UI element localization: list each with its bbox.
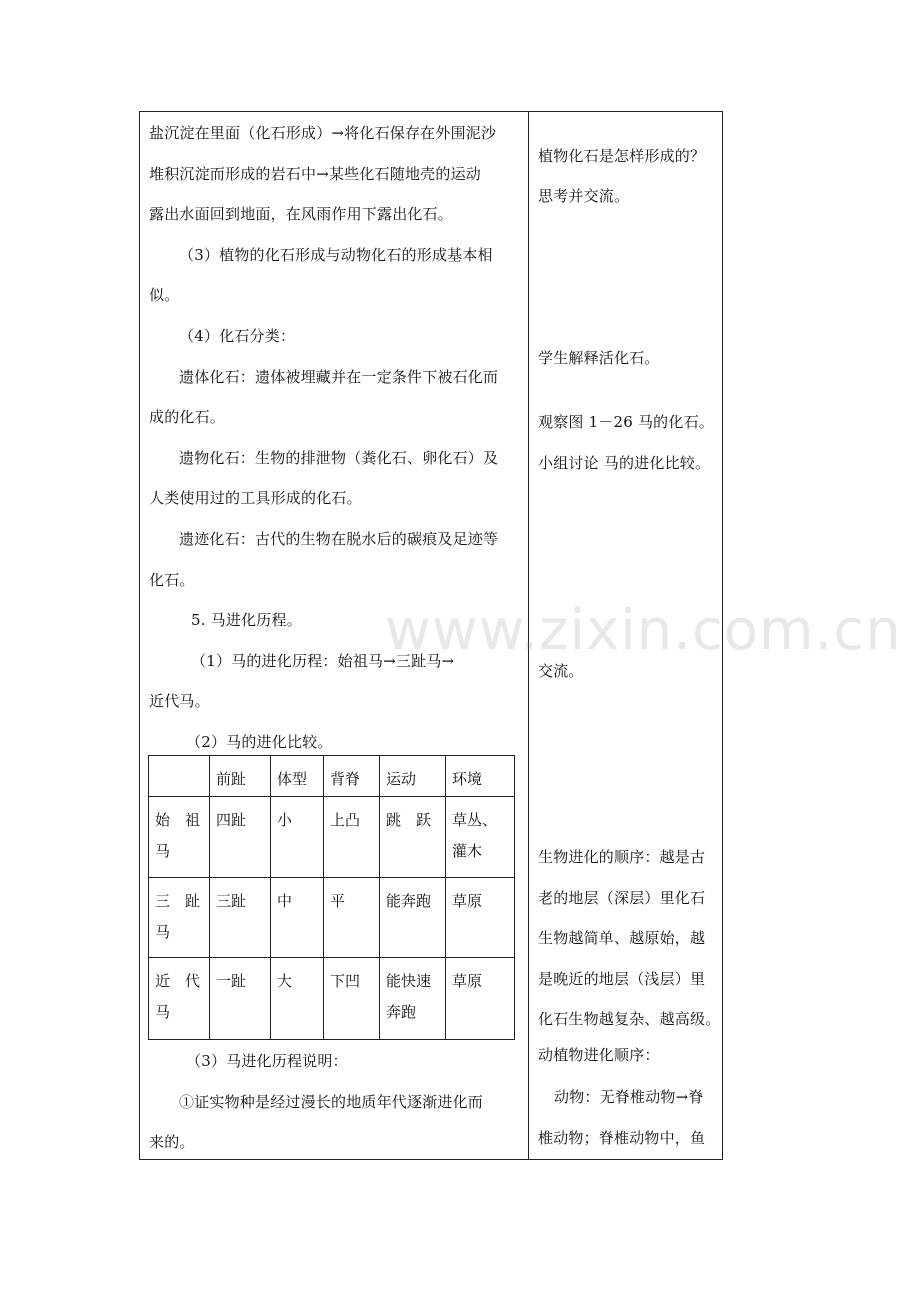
table-cell: 能奔跑 xyxy=(380,878,446,958)
table-cell: 四趾 xyxy=(210,797,271,878)
table-cell: 始 祖马 xyxy=(149,797,210,878)
table-cell: 环境 xyxy=(446,756,515,797)
table-cell: 上凸 xyxy=(324,797,380,878)
right-text-line: 化石生物越复杂、越高级。 xyxy=(538,1010,721,1028)
table-cell: 前趾 xyxy=(210,756,271,797)
table-cell: 运动 xyxy=(380,756,446,797)
table-cell: 大 xyxy=(271,958,324,1040)
right-text-line: 生物进化的顺序：越是古 xyxy=(538,848,706,866)
right-text-line: 思考并交流。 xyxy=(538,187,630,205)
left-text-line: 堆积沉淀而形成的岩石中→某些化石随地壳的运动 xyxy=(149,165,481,183)
table-cell: 体型 xyxy=(271,756,324,797)
left-text-line: ①证实物种是经过漫长的地质年代逐渐进化而 xyxy=(179,1093,484,1111)
table-row xyxy=(149,878,515,958)
right-text-line: 椎动物；脊椎动物中，鱼 xyxy=(538,1129,706,1147)
right-text-line: 生物越简单、越原始，越 xyxy=(538,929,706,947)
right-text-line: 老的地层（深层）里化石 xyxy=(538,889,706,907)
horse-evolution-table xyxy=(148,755,515,1040)
right-text-line: 动植物进化顺序： xyxy=(538,1046,660,1064)
left-text-line: （3）马进化历程说明： xyxy=(186,1052,348,1070)
right-text-line: 植物化石是怎样形成的？ xyxy=(538,147,706,165)
table-cell: 小 xyxy=(271,797,324,878)
table-header-row xyxy=(149,756,515,797)
right-text-line: 小组讨论 马的进化比较。 xyxy=(538,454,711,472)
table-cell: 能快速奔跑 xyxy=(380,958,446,1040)
table-cell: 平 xyxy=(324,878,380,958)
table-cell: 草原 xyxy=(446,878,515,958)
left-text-line: 盐沉淀在里面（化石形成）→将化石保存在外围泥沙 xyxy=(149,124,497,142)
table-row xyxy=(149,797,515,878)
table-cell: 中 xyxy=(271,878,324,958)
table-row xyxy=(149,958,515,1040)
left-text-line: （4）化石分类： xyxy=(179,327,296,345)
left-text-line: （3）植物的化石形成与动物化石的形成基本相 xyxy=(179,246,493,264)
table-cell: 一趾 xyxy=(210,958,271,1040)
right-text-line: 学生解释活化石。 xyxy=(538,349,660,367)
table-cell: 草丛、灌木 xyxy=(446,797,515,878)
left-text-line: 遗迹化石：古代的生物在脱水后的碳痕及足迹等 xyxy=(179,530,499,548)
left-text-line: 遗物化石：生物的排泄物（粪化石、卵化石）及 xyxy=(179,449,499,467)
section-heading: 5. 马进化历程。 xyxy=(191,611,302,629)
left-text-line: 露出水面回到地面，在风雨作用下露出化石。 xyxy=(149,205,454,223)
table-cell: 跳 跃 xyxy=(380,797,446,878)
right-text-line: 观察图 1－26 马的化石。 xyxy=(538,413,714,431)
left-text-line: （1）马的进化历程：始祖马→三趾马→ xyxy=(191,652,455,670)
watermark: www.zixin.com.cn xyxy=(385,598,902,663)
left-text-line: 近代马。 xyxy=(149,692,210,710)
left-text-line: 遗体化石：遗体被埋藏并在一定条件下被石化而 xyxy=(179,368,499,386)
left-text-line: 人类使用过的工具形成的化石。 xyxy=(149,489,362,507)
table-cell: 三 趾马 xyxy=(149,878,210,958)
right-text-line: 动物：无脊椎动物→脊 xyxy=(554,1088,704,1106)
left-text-line: 来的。 xyxy=(149,1133,195,1151)
table-cell xyxy=(149,756,210,797)
table-cell: 三趾 xyxy=(210,878,271,958)
left-text-line: 成的化石。 xyxy=(149,408,226,426)
table-cell: 背脊 xyxy=(324,756,380,797)
left-text-line: （2）马的进化比较。 xyxy=(186,733,333,751)
right-text-line: 交流。 xyxy=(538,662,584,680)
table-cell: 下凹 xyxy=(324,958,380,1040)
table-cell: 近 代马 xyxy=(149,958,210,1040)
right-text-line: 是晚近的地层（浅层）里 xyxy=(538,970,706,988)
left-text-line: 似。 xyxy=(149,286,180,304)
left-text-line: 化石。 xyxy=(149,571,195,589)
table-cell: 草原 xyxy=(446,958,515,1040)
